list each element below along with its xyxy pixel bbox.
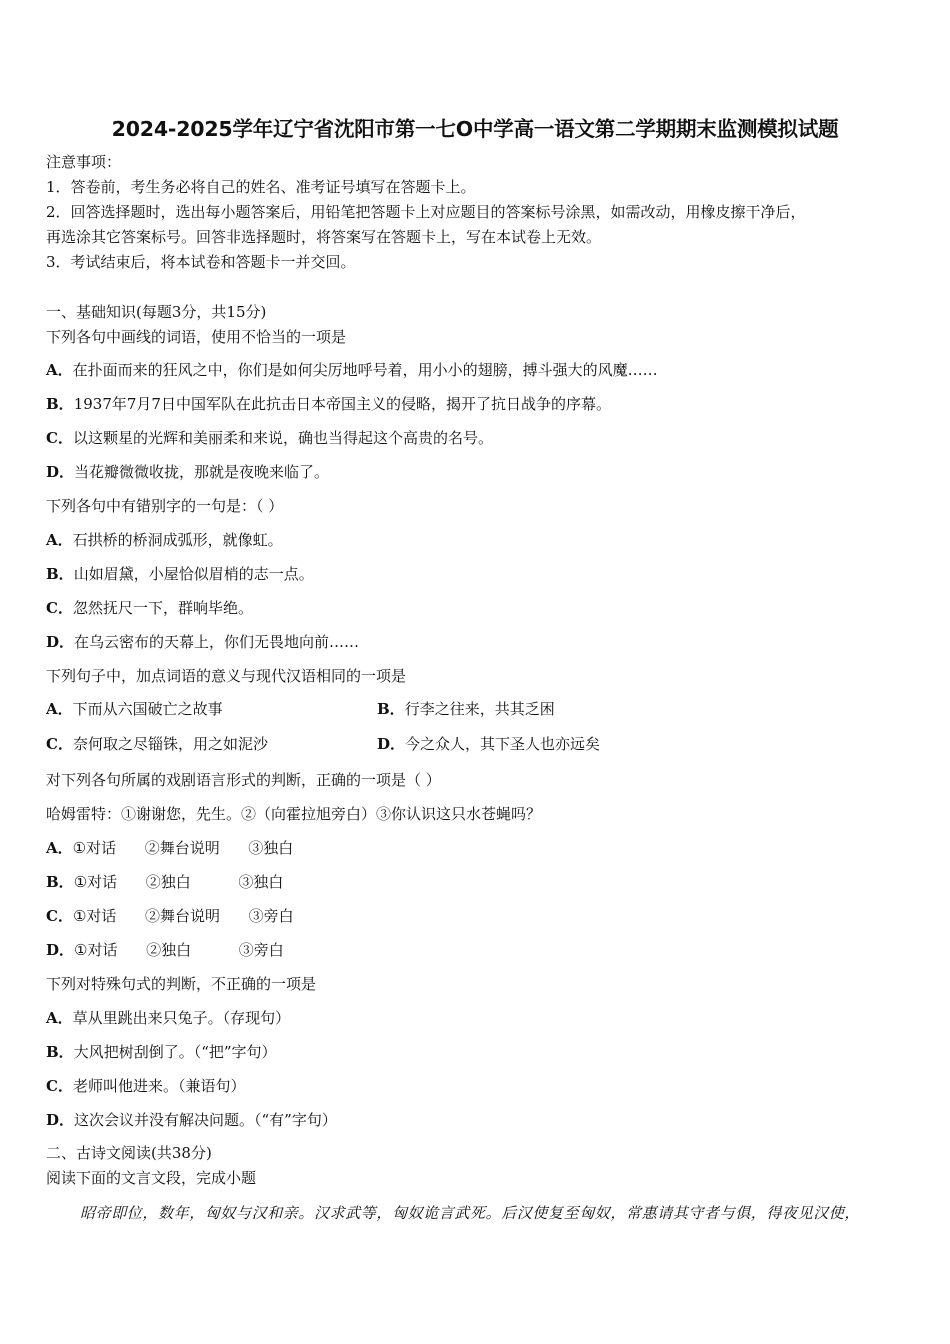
option-text: ①对话 ②舞台说明 ③旁白 <box>72 907 294 925</box>
option-key: B． <box>46 565 74 583</box>
q3-option-a <box>46 699 223 719</box>
notice-item-2: 2．回答选择题时，选出每小题答案后，用铅笔把答题卡上对应题目的答案标号涂黑，如需改动，用橡皮擦干净后， <box>46 203 806 221</box>
option-key: A． <box>46 531 73 549</box>
option-key: D． <box>46 1111 75 1129</box>
option-text: 忽然抚尺一下，群响毕绝。 <box>72 599 253 617</box>
q3-option-b <box>377 699 555 719</box>
notice-item-1: 1．答卷前，考生务必将自己的姓名、准考证号填写在答题卡上。 <box>46 178 476 196</box>
q2-option-d <box>46 632 359 652</box>
option-key: B． <box>377 700 405 718</box>
option-text: 石拱桥的桥洞成弧形，就像虹。 <box>72 531 283 549</box>
option-text: 下而从六国破亡之故事 <box>72 700 223 718</box>
option-key: D． <box>46 463 75 481</box>
section1-heading: 一、基础知识(每题3分，共15分) <box>46 303 267 321</box>
q4-option-a <box>46 838 293 858</box>
section2-heading: 二、古诗文阅读(共38分) <box>46 1144 212 1162</box>
q2-stem: 下列各句中有错别字的一句是：（ ） <box>46 497 284 515</box>
option-text: 奈何取之尽锱铢，用之如泥沙 <box>72 735 268 753</box>
q1-option-b <box>46 394 611 414</box>
option-text: ①对话 ②独白 ③旁白 <box>74 941 284 959</box>
option-key: C． <box>46 599 73 617</box>
option-key: A． <box>46 361 73 379</box>
q1-option-a <box>46 360 658 380</box>
option-key: C． <box>46 907 73 925</box>
option-text: 1937年7月7日中国军队在此抗击日本帝国主义的侵略，揭开了抗日战争的序幕。 <box>73 395 611 413</box>
q5-option-c <box>46 1076 245 1096</box>
option-text: 今之众人，其下圣人也亦远矣 <box>405 735 601 753</box>
passage-text: 昭帝即位，数年，匈奴与汉和亲。汉求武等，匈奴诡言武死。后汉使复至匈奴，常惠请其守者与俱，得夜见汉使， <box>80 1204 861 1222</box>
option-text: 这次会议并没有解决问题。（“有”字句） <box>74 1111 337 1129</box>
q2-option-b <box>46 564 314 584</box>
option-text: ①对话 ②舞台说明 ③独白 <box>72 839 294 857</box>
q1-option-d <box>46 462 329 482</box>
notice-item-2-cont: 再选涂其它答案标号。回答非选择题时，将答案写在答题卡上，写在本试卷上无效。 <box>46 228 602 246</box>
option-key: D． <box>46 941 75 959</box>
q3-option-d <box>377 734 600 754</box>
option-text: 行李之往来，共其乏困 <box>404 700 555 718</box>
q4-option-d <box>46 940 284 960</box>
q1-option-c <box>46 428 493 448</box>
section2-instruction: 阅读下面的文言文段，完成小题 <box>46 1169 257 1187</box>
option-text: 在扑面而来的狂风之中，你们是如何尖厉地呼号着，用小小的翅膀，搏斗强大的风魔…… <box>72 361 658 379</box>
option-text: 大风把树刮倒了。（“把”字句） <box>73 1043 277 1061</box>
q4-stem: 对下列各句所属的戏剧语言形式的判断，正确的一项是（ ） <box>46 771 441 789</box>
option-key: B． <box>46 873 74 891</box>
option-text: 以这颗星的光辉和美丽柔和来说，确也当得起这个高贵的名号。 <box>72 429 493 447</box>
option-key: C． <box>46 429 73 447</box>
q1-stem: 下列各句中画线的词语，使用不恰当的一项是 <box>46 328 347 346</box>
notice-heading: 注意事项： <box>46 153 122 171</box>
option-key: D． <box>377 735 406 753</box>
option-text: 在乌云密布的天幕上，你们无畏地向前…… <box>74 633 360 651</box>
q2-option-a <box>46 530 283 550</box>
option-key: A． <box>46 839 73 857</box>
option-text: 当花瓣微微收拢，那就是夜晚来临了。 <box>74 463 330 481</box>
q4-option-c <box>46 906 294 926</box>
notice-item-3: 3．考试结束后，将本试卷和答题卡一并交回。 <box>46 253 356 271</box>
option-text: 老师叫他进来。（兼语句） <box>72 1077 246 1095</box>
option-key: D． <box>46 633 75 651</box>
q4-option-b <box>46 872 283 892</box>
option-text: ①对话 ②独白 ③独白 <box>73 873 284 891</box>
option-text: 山如眉黛，小屋恰似眉梢的志一点。 <box>73 565 314 583</box>
q3-option-c <box>46 734 268 754</box>
option-key: C． <box>46 735 73 753</box>
q5-option-a <box>46 1008 290 1028</box>
q5-option-b <box>46 1042 277 1062</box>
page-title: 2024-2025学年辽宁省沈阳市第一七O中学高一语文第二学期期末监测模拟试题 <box>111 117 839 141</box>
option-key: B． <box>46 395 74 413</box>
option-key: A． <box>46 700 73 718</box>
option-key: A． <box>46 1009 73 1027</box>
q4-quote: 哈姆雷特：①谢谢您，先生。②（向霍拉旭旁白）③你认识这只水苍蝇吗？ <box>46 805 542 823</box>
q3-stem: 下列句子中，加点词语的意义与现代汉语相同的一项是 <box>46 667 407 685</box>
q5-stem: 下列对特殊句式的判断，不正确的一项是 <box>46 975 317 993</box>
option-key: C． <box>46 1077 73 1095</box>
q2-option-c <box>46 598 253 618</box>
q5-option-d <box>46 1110 337 1130</box>
option-text: 草从里跳出来只兔子。（存现句） <box>72 1009 291 1027</box>
option-key: B． <box>46 1043 74 1061</box>
